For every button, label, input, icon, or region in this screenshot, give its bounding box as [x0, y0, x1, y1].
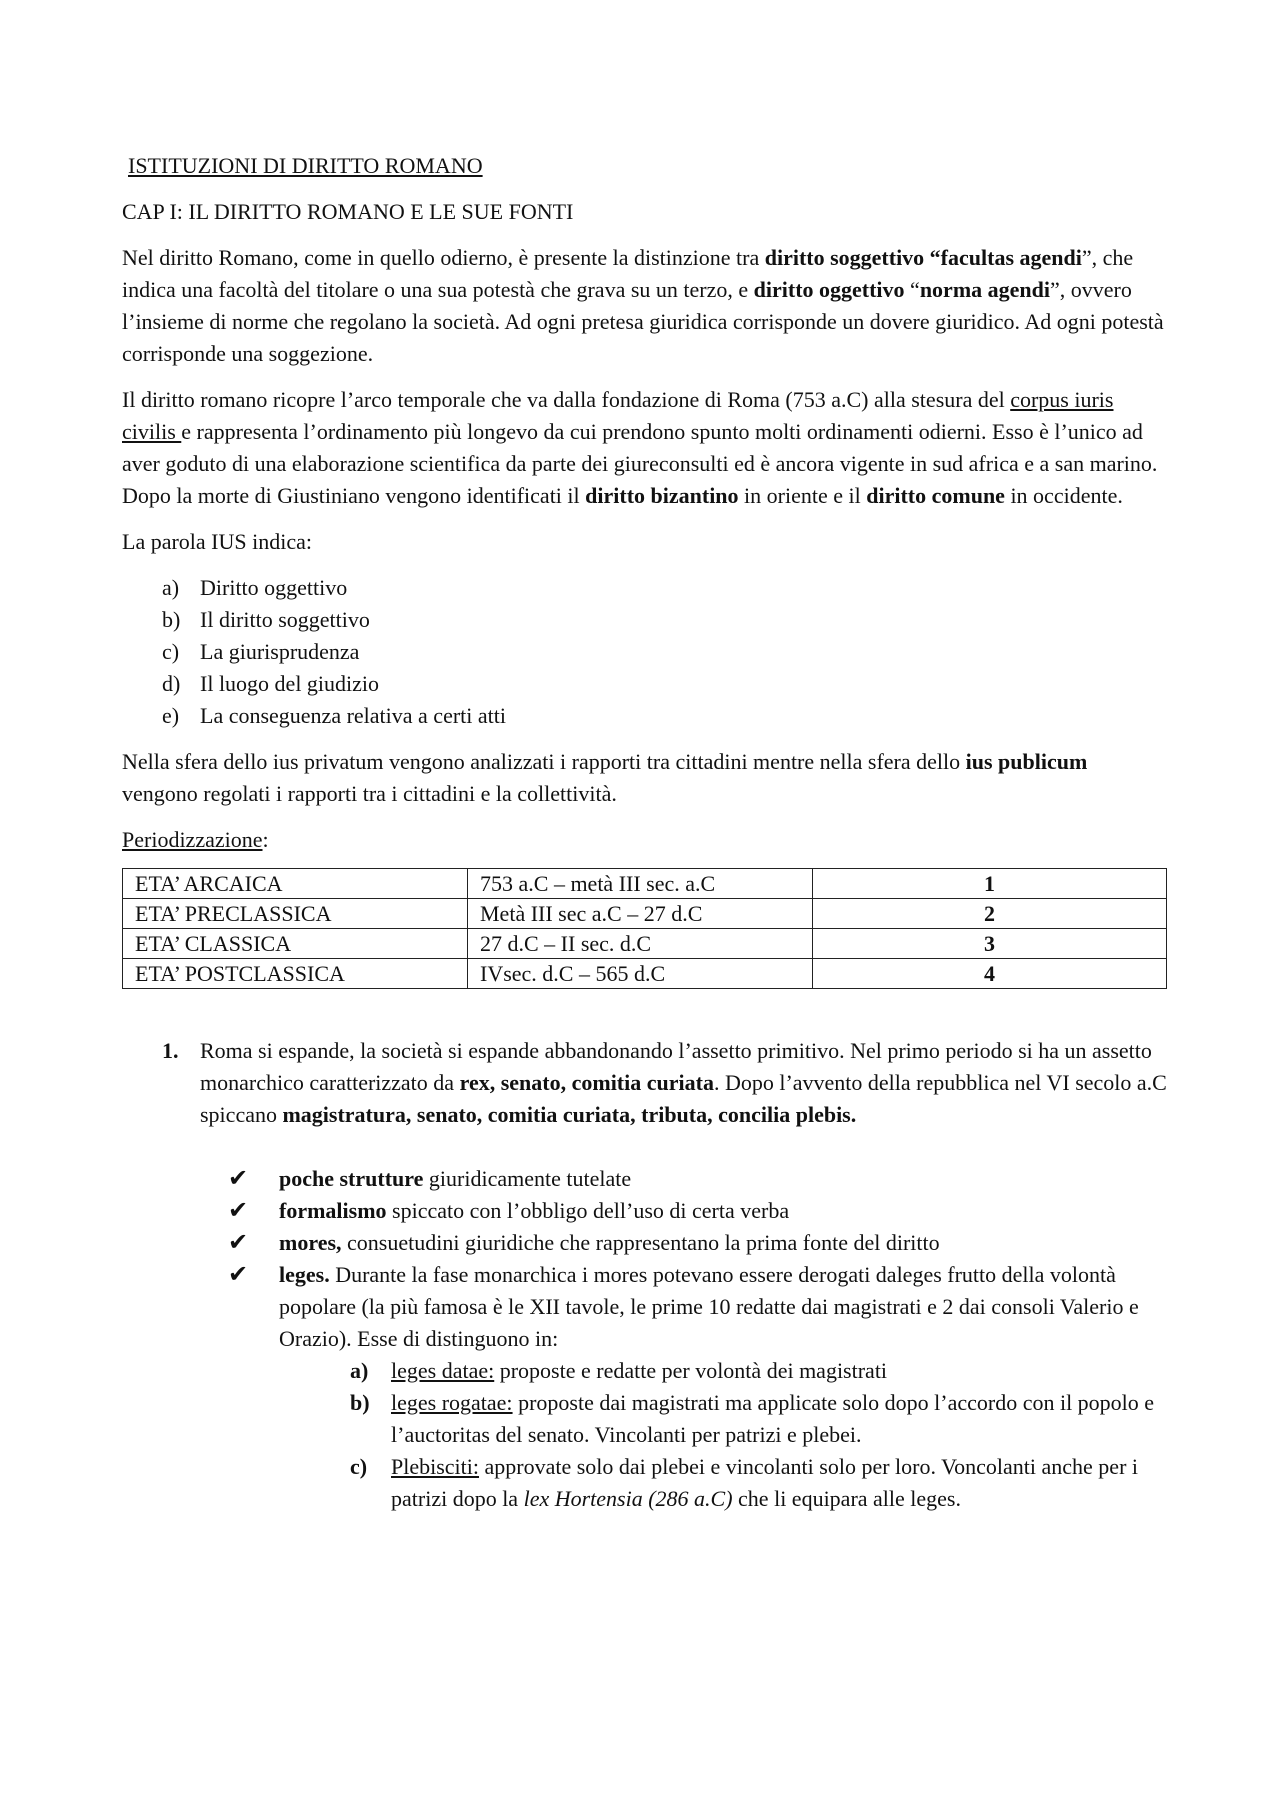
underlined-term: corpus iuris civilis — [122, 387, 1114, 444]
bold-term: mores, — [279, 1230, 342, 1255]
check-icon: ✔ — [228, 1230, 249, 1256]
list-marker: b) — [350, 1390, 370, 1415]
period-number-cell: 3 — [813, 929, 1167, 959]
text-span: : — [262, 827, 269, 852]
list-text: La conseguenza relativa a certi atti — [200, 703, 506, 728]
ius-list — [122, 572, 1167, 732]
periodizzazione-heading — [122, 824, 1167, 856]
text-span: proposte dai magistrati ma applicate solo dopo l’accordo con il popolo e l’auctoritas del senato. Vincolanti per patrizi e plebei. — [391, 1390, 1155, 1447]
list-text: Il luogo del giudizio — [200, 671, 380, 696]
text-span: e rappresenta l’ordinamento più longevo da cui prendono spunto molti ordinamenti odierni. Esso è l’unico ad aver goduto di una elaborazione scientifica da parte dei giureconsulti ed è ancora vigente in sud africa e a san marino. Dopo la morte di Giustiniano vengono identificati il — [122, 419, 1158, 508]
list-marker: a) — [350, 1358, 369, 1383]
bold-term: formalismo — [279, 1198, 387, 1223]
periods-table — [122, 868, 1167, 989]
list-item — [122, 636, 1167, 668]
text-span: Nel diritto Romano, come in quello odierno, è presente la distinzione tra — [122, 245, 765, 270]
check-item — [122, 1227, 1167, 1259]
period-range-cell: Metà III sec a.C – 27 d.C — [468, 899, 813, 929]
bold-term: ius publicum — [965, 749, 1088, 774]
periodizzazione-label: Periodizzazione — [122, 827, 263, 852]
text-span: vengono regolati i rapporti tra i cittadini e la collettività. — [122, 781, 617, 806]
check-item — [122, 1259, 1167, 1355]
text-span: Roma si espande, la società si espande abbandonando l’assetto primitivo. Nel primo periodo si ha un assetto monarchico caratterizzato da — [200, 1038, 1152, 1095]
period-range-cell: IVsec. d.C – 565 d.C — [468, 959, 813, 989]
text-span: . Dopo l’avvento della repubblica nel VI secolo a.C spiccano — [200, 1070, 1167, 1127]
table-row — [123, 959, 1167, 989]
italic-term: lex Hortensia (286 a.C) — [523, 1486, 733, 1511]
list-text: Il diritto soggettivo — [200, 607, 370, 632]
check-icon: ✔ — [228, 1262, 249, 1288]
text-span: ”, ovvero l’insieme di norme che regolano la società. Ad ogni pretesa giuridica corrisponde un dovere giuridico. Ad ogni potestà corrisponde una soggezione. — [122, 277, 1164, 366]
text-span: Nella sfera dello ius privatum vengono analizzati i rapporti tra cittadini mentre nella sfera dello — [122, 749, 966, 774]
period-range-cell: 27 d.C – II sec. d.C — [468, 929, 813, 959]
text-span: Il diritto romano ricopre l’arco temporale che va dalla fondazione di Roma (753 a.C) alla stesura del — [122, 387, 1011, 412]
document-page — [122, 150, 1167, 1515]
table-row — [123, 899, 1167, 929]
check-item — [122, 1163, 1167, 1195]
list-marker: b) — [162, 607, 181, 632]
underlined-term: leges datae: — [391, 1358, 495, 1383]
underlined-term: leges rogatae: — [391, 1390, 513, 1415]
period-name-cell: ETA’ ARCAICA — [123, 869, 468, 899]
leges-types-list — [122, 1355, 1167, 1515]
checklist — [122, 1163, 1167, 1355]
list-item — [122, 668, 1167, 700]
list-item — [122, 1387, 1167, 1451]
bold-term: diritto oggettivo — [753, 277, 905, 302]
table-row — [123, 869, 1167, 899]
bold-term: rex, senato, comitia curiata — [459, 1070, 714, 1095]
bold-term: leges. — [279, 1262, 330, 1287]
list-item — [122, 700, 1167, 732]
check-item — [122, 1195, 1167, 1227]
list-item — [122, 1355, 1167, 1387]
bold-term: diritto soggettivo “facultas agendi — [764, 245, 1082, 270]
list-item — [122, 1451, 1167, 1515]
bold-term: magistratura, senato, comitia curiata, tributa, concilia plebis. — [282, 1102, 857, 1127]
list-item — [122, 572, 1167, 604]
section-number: 1. — [162, 1038, 179, 1063]
ius-intro: La parola IUS indica: — [122, 529, 312, 554]
text-span: giuridicamente tutelate — [423, 1166, 632, 1191]
document-title: ISTITUZIONI DI DIRITTO ROMANO — [128, 153, 483, 178]
text-span: ”, che indica una facoltà del titolare o una sua potestà che grava su un terzo, e — [122, 245, 1134, 302]
bold-term: poche strutture — [279, 1166, 424, 1191]
list-text: Diritto oggettivo — [200, 575, 348, 600]
text-span: consuetudini giuridiche che rappresentano la prima fonte del diritto — [341, 1230, 940, 1255]
paragraph-diritto-soggettivo — [122, 242, 1167, 370]
list-text: La giurisprudenza — [200, 639, 360, 664]
bold-term: diritto comune — [866, 483, 1005, 508]
text-span: in occidente. — [1004, 483, 1123, 508]
section-1 — [122, 1035, 1167, 1131]
list-marker: c) — [350, 1454, 368, 1479]
period-number-cell: 4 — [813, 959, 1167, 989]
bold-term: diritto bizantino — [585, 483, 739, 508]
text-span: in oriente e il — [738, 483, 867, 508]
check-icon: ✔ — [228, 1198, 249, 1224]
list-item — [122, 604, 1167, 636]
bold-term: norma agendi — [919, 277, 1050, 302]
period-number-cell: 1 — [813, 869, 1167, 899]
period-name-cell: ETA’ POSTCLASSICA — [123, 959, 468, 989]
period-name-cell: ETA’ CLASSICA — [123, 929, 468, 959]
list-marker: a) — [162, 575, 180, 600]
check-icon: ✔ — [228, 1166, 249, 1192]
period-name-cell: ETA’ PRECLASSICA — [123, 899, 468, 929]
text-span: spiccato con l’obbligo dell’uso di certa verba — [386, 1198, 790, 1223]
table-row — [123, 929, 1167, 959]
text-span: proposte e redatte per volontà dei magistrati — [494, 1358, 888, 1383]
underlined-term: Plebisciti: — [391, 1454, 479, 1479]
list-marker: d) — [162, 671, 181, 696]
paragraph-ius-publicum — [122, 746, 1167, 810]
text-span: approvate solo dai plebei e vincolanti solo per loro. Voncolanti anche per i patrizi dopo la — [391, 1454, 1139, 1511]
chapter-heading: CAP I: IL DIRITTO ROMANO E LE SUE FONTI — [122, 199, 574, 224]
paragraph-arco-temporale — [122, 384, 1167, 512]
period-number-cell: 2 — [813, 899, 1167, 929]
text-span: che li equipara alle leges. — [732, 1486, 961, 1511]
list-marker: e) — [162, 703, 180, 728]
period-range-cell: 753 a.C – metà III sec. a.C — [468, 869, 813, 899]
text-span: “ — [904, 277, 920, 302]
text-span: Durante la fase monarchica i mores potevano essere derogati daleges frutto della volontà popolare (la più famosa è le XII tavole, le prime 10 redatte dai magistrati e 2 dai consoli Valerio e Orazio). Esse di distinguono in: — [279, 1262, 1139, 1351]
list-marker: c) — [162, 639, 180, 664]
